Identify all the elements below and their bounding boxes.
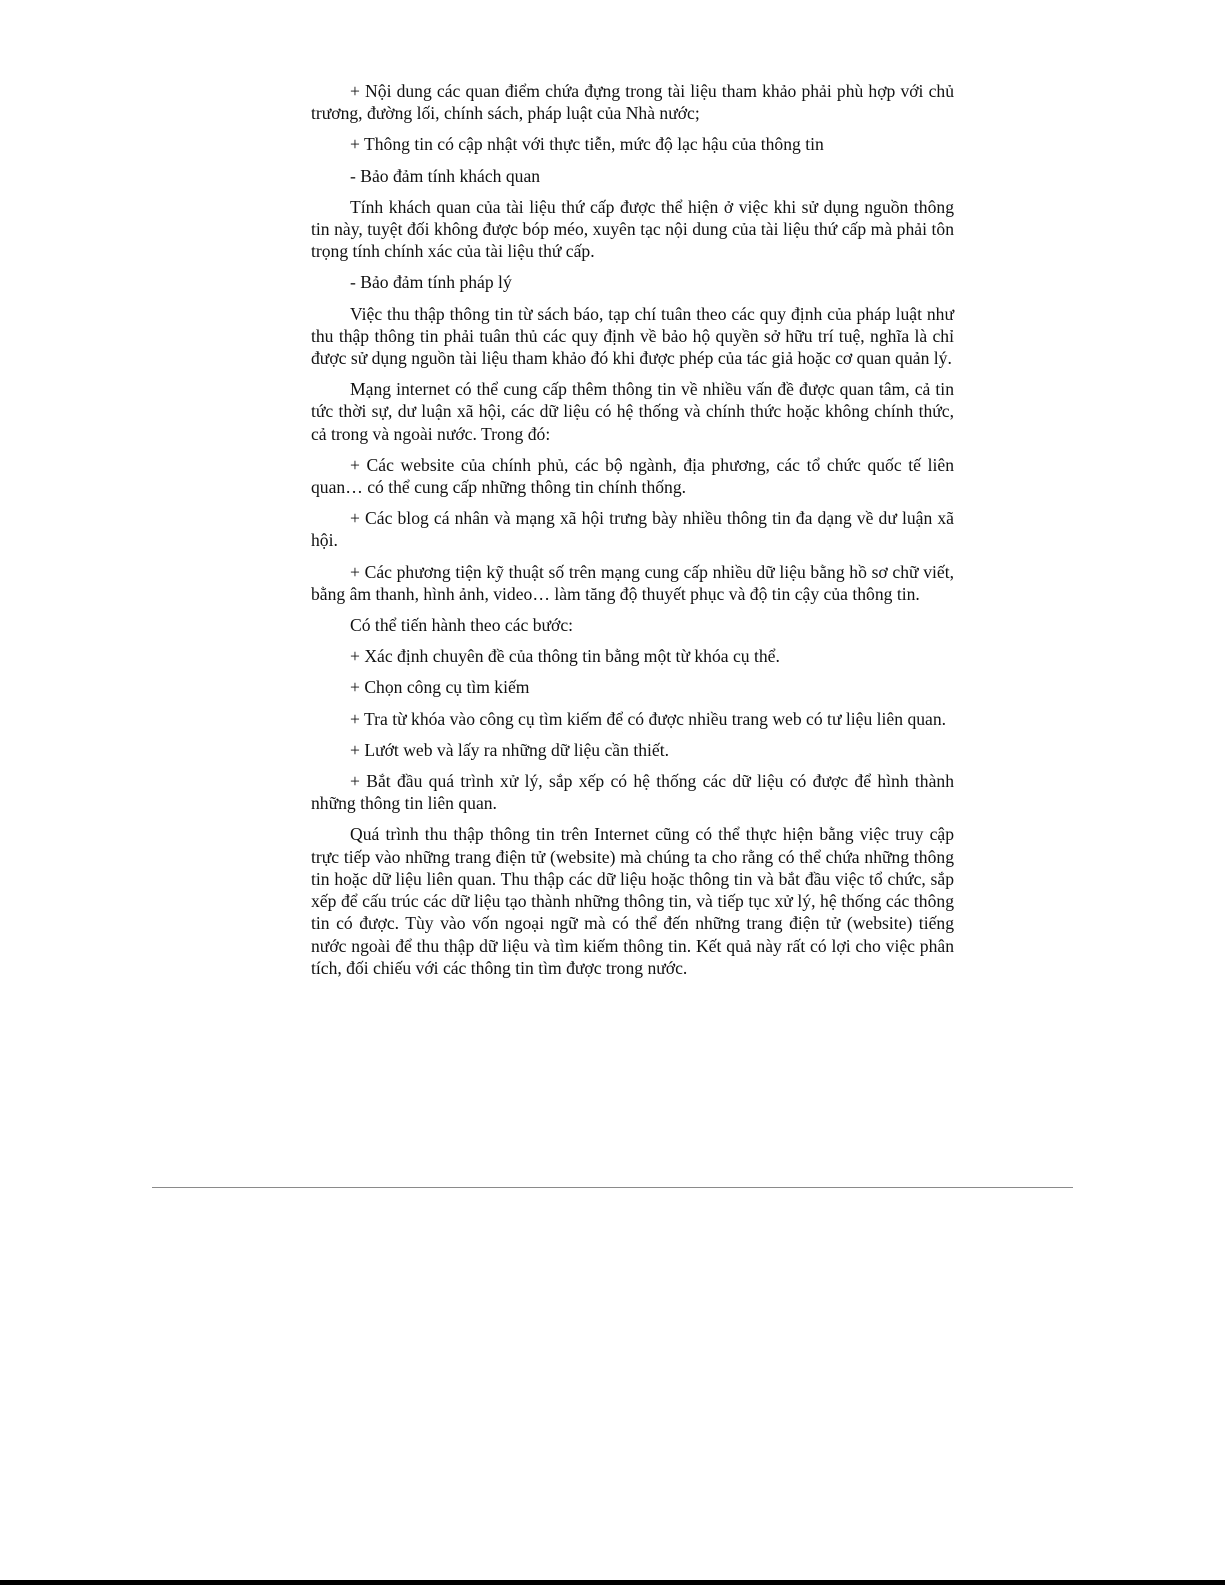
paragraph: + Các blog cá nhân và mạng xã hội trưng bày nhiều thông tin đa dạng về dư luận xã hội. [311, 508, 954, 551]
footer-divider [152, 1187, 1073, 1188]
paragraph: + Bắt đầu quá trình xử lý, sắp xếp có hệ thống các dữ liệu có được để hình thành những thông tin liên quan. [311, 771, 954, 814]
paragraph: + Các website của chính phủ, các bộ ngành, địa phương, các tổ chức quốc tế liên quan… có thể cung cấp những thông tin chính thống. [311, 454, 954, 498]
paragraph: + Tra từ khóa vào công cụ tìm kiếm để có được nhiều trang web có tư liệu liên quan. [350, 708, 947, 729]
paragraph: Quá trình thu thập thông tin trên Internet cũng có thể thực hiện bằng việc truy cập trực tiếp vào những trang điện tử (website) mà chúng ta cho rằng có thể chứa những thông tin hoặc dữ liệu liên quan. Thu thập các dữ liệu hoặc thông tin và bắt đầu việc tổ chức, sắp xếp để cấu trúc các dữ liệu tạo thành những thông tin, và tiếp tục xử lý, hệ thống các thông tin có được. Tùy vào vốn ngoại ngữ mà có thể đến những trang điện tử (website) tiếng nước ngoài để thu thập dữ liệu và tìm kiếm thông tin. Kết quả này rất có lợi cho việc phân tích, đối chiếu với các thông tin tìm được trong nước. [311, 824, 954, 978]
paragraph: + Lướt web và lấy ra những dữ liệu cần thiết. [350, 739, 669, 760]
paragraph: + Chọn công cụ tìm kiếm [350, 677, 530, 698]
paragraph: Mạng internet có thể cung cấp thêm thông tin về nhiều vấn đề được quan tâm, cả tin tức thời sự, dư luận xã hội, các dữ liệu có hệ thống và chính thức hoặc không chính thức, cả trong và ngoài nước. Trong đó: [311, 379, 954, 444]
paragraph: Tính khách quan của tài liệu thứ cấp được thể hiện ở việc khi sử dụng nguồn thông tin này, tuyệt đối không được bóp méo, xuyên tạc nội dung của tài liệu thứ cấp mà phải tôn trọng tính chính xác của tài liệu thứ cấp. [311, 196, 954, 262]
paragraph: Có thể tiến hành theo các bước: [350, 615, 574, 636]
paragraph: Việc thu thập thông tin từ sách báo, tạp chí tuân theo các quy định của pháp luật như thu thập thông tin phải tuân thủ các quy định về bảo hộ quyền sở hữu trí tuệ, nghĩa là chỉ được sử dụng nguồn tài liệu tham khảo đó khi được phép của tác giả hoặc cơ quan quản lý. [311, 303, 954, 369]
paragraph: + Thông tin có cập nhật với thực tiễn, mức độ lạc hậu của thông tin [350, 134, 824, 155]
paragraph: - Bảo đảm tính khách quan [350, 165, 541, 186]
page-bottom-edge [0, 1580, 1225, 1585]
paragraph: + Nội dung các quan điểm chứa đựng trong tài liệu tham khảo phải phù hợp với chủ trương, đường lối, chính sách, pháp luật của Nhà nước; [311, 81, 954, 124]
paragraph: + Xác định chuyên đề của thông tin bằng một từ khóa cụ thể. [350, 646, 780, 667]
body-text [311, 80, 954, 988]
paragraph: + Các phương tiện kỹ thuật số trên mạng cung cấp nhiều dữ liệu bằng hồ sơ chữ viết, bằng âm thanh, hình ảnh, video… làm tăng độ thuyết phục và độ tin cậy của thông tin. [311, 561, 954, 604]
paragraph: - Bảo đảm tính pháp lý [350, 272, 512, 293]
